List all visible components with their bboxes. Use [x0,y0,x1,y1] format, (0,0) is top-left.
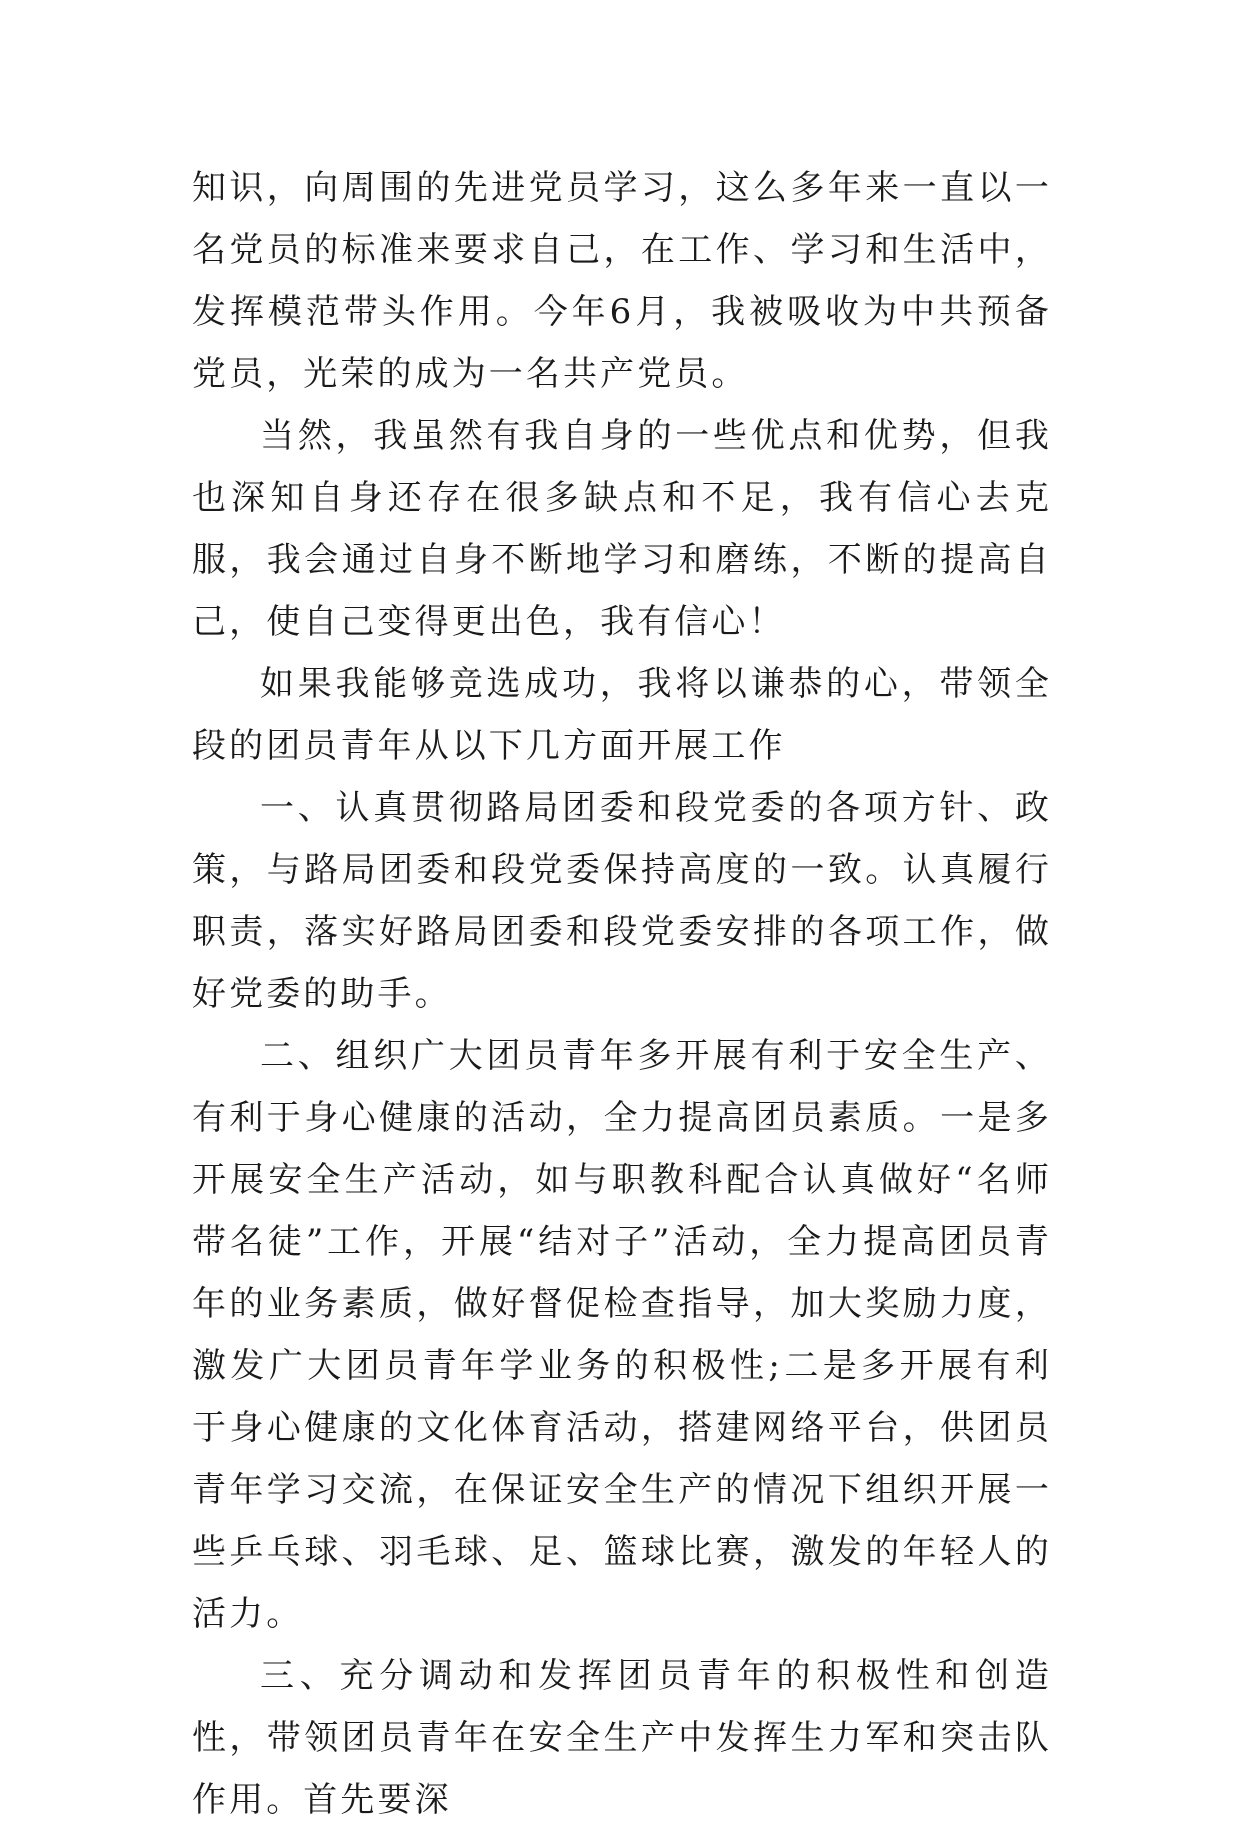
paragraph-3: 如果我能够竞选成功，我将以谦恭的心，带领全段的团员青年从以下几方面开展工作 [192,664,1052,766]
paragraph-4: 一、认真贯彻路局团委和段党委的各项方针、政策，与路局团委和段党委保持高度的一致。认真履行职责，落实好路局团委和段党委安排的各项工作，做好党委的助手。 [192,788,1052,1014]
paragraph-1: 知识，向周围的先进党员学习，这么多年来一直以一名党员的标准来要求自己，在工作、学习和生活中，发挥模范带头作用。今年6月，我被吸收为中共预备党员，光荣的成为一名共产党员。 [192,168,1052,394]
paragraph-2: 当然，我虽然有我自身的一些优点和优势，但我也深知自身还存在很多缺点和不足，我有信心去克服，我会通过自身不断地学习和磨练，不断的提高自己，使自己变得更出色，我有信心！ [192,416,1052,642]
paragraph-5: 二、组织广大团员青年多开展有利于安全生产、有利于身心健康的活动，全力提高团员素质。一是多开展安全生产活动，如与职教科配合认真做好“名师带名徒”工作，开展“结对子”活动，全力提高团员青年的业务素质，做好督促检查指导，加大奖励力度，激发广大团员青年学业务的积极性;二是多开展有利于身心健康的文化体育活动，搭建网络平台，供团员青年学习交流，在保证安全生产的情况下组织开展一些乒乓球、羽毛球、足、篮球比赛，激发的年轻人的活力。 [192,1036,1052,1634]
document-body [192,157,1052,1831]
paragraph-6: 三、充分调动和发挥团员青年的积极性和创造性，带领团员青年在安全生产中发挥生力军和突击队作用。首先要深 [192,1656,1052,1820]
